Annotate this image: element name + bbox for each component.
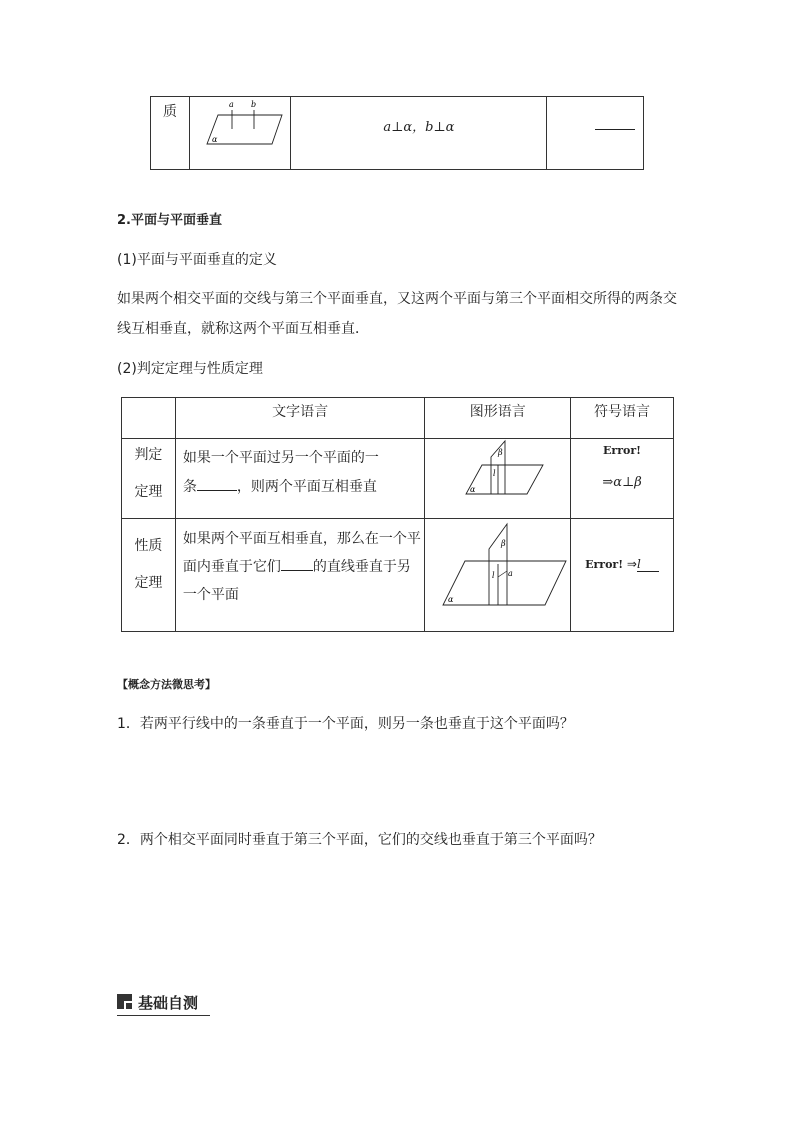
fig1-alpha: α (470, 485, 476, 494)
section-square-icon (117, 994, 132, 1009)
row2-symbol: Error! ⇒l (571, 557, 673, 572)
section-heading: 2.平面与平面垂直 (117, 213, 222, 228)
answer-blank (595, 115, 635, 130)
row1-text-line2: 条 ，则两个平面互相垂直 (183, 473, 424, 502)
row2-label-bottom: 定理 (134, 575, 163, 591)
top-table-answer-cell (547, 97, 644, 170)
row2-text-line1: 如果两个平面互相垂直，那么在一个平 (182, 531, 421, 547)
definition-line-1: 如果两个相交平面的交线与第三个平面垂直，又这两个平面与第三个平面相交所得的两条交 (117, 291, 677, 307)
subheading-definition: (1)平面与平面垂直的定义 (117, 252, 277, 268)
top-table-label: 质 (162, 104, 177, 120)
top-table-label-cell (151, 97, 190, 170)
header-figure-language: 图形语言 (425, 398, 571, 439)
fig2-a: a (508, 569, 514, 578)
fig1-beta: β (498, 448, 503, 457)
row2-figure-cell (425, 519, 571, 632)
question-1: 1．若两平行线中的一条垂直于一个平面，则另一条也垂直于这个平面吗？ (117, 716, 574, 732)
fig-label-alpha: α (211, 135, 218, 144)
top-table-symbol-cell (291, 97, 547, 170)
definition-paragraph (117, 284, 697, 344)
top-table-symbol: a⊥α，b⊥α (383, 120, 455, 135)
question-2: 2．两个相交平面同时垂直于第三个平面，它们的交线也垂直于第三个平面吗？ (117, 832, 602, 848)
row2-symbol-cell (571, 519, 674, 632)
row1-text-cell (175, 439, 424, 519)
row1-symbol-cell (571, 439, 674, 519)
fig-label-b: b (250, 100, 256, 109)
row2-blank (281, 556, 313, 571)
basic-test-title: 基础自测 (138, 994, 199, 1012)
definition-line-2: 线互相垂直，就称这两个平面互相垂直． (117, 321, 369, 337)
fig2-l: l (492, 571, 495, 580)
header-symbol-language: 符号语言 (571, 398, 674, 439)
row1-blank (197, 476, 237, 491)
row1-figure-cell (425, 439, 571, 519)
fig2-alpha: α (448, 595, 454, 604)
fig1-l: l (493, 469, 496, 478)
row2-label-top: 性质 (134, 538, 163, 554)
subheading-theorems: (2)判定定理与性质定理 (117, 361, 263, 377)
row1-symbol-result: ⇒α⊥β (602, 475, 642, 490)
header-text-language: 文字语言 (175, 398, 424, 439)
row1-symbol-error: Error! (603, 444, 641, 457)
row1-text-line1: 如果一个平面过另一个平面的一 (182, 450, 379, 466)
fig-label-a: a (228, 100, 234, 109)
think-title: 【概念方法微思考】 (117, 678, 216, 691)
top-table (150, 96, 644, 170)
header-empty-cell (122, 398, 176, 439)
plane-perpendicular-property-figure (425, 519, 570, 632)
top-table-figure-cell (189, 97, 291, 170)
row2-text-line3: 一个平面 (182, 587, 239, 603)
row1-label-cell (122, 439, 176, 519)
basic-test-header (117, 992, 210, 1016)
fig2-beta: β (501, 539, 506, 548)
plane-perpendicular-judgement-figure (425, 439, 570, 519)
row1-label-bottom: 定理 (134, 484, 163, 500)
row2-label-cell (122, 519, 176, 632)
theorem-table (121, 397, 674, 632)
parallel-lines-plane-figure (190, 97, 290, 169)
row1-label-top: 判定 (134, 447, 163, 463)
row2-text-cell (175, 519, 424, 632)
row2-text-line2: 面内垂直于它们 的直线垂直于另 (183, 553, 424, 581)
